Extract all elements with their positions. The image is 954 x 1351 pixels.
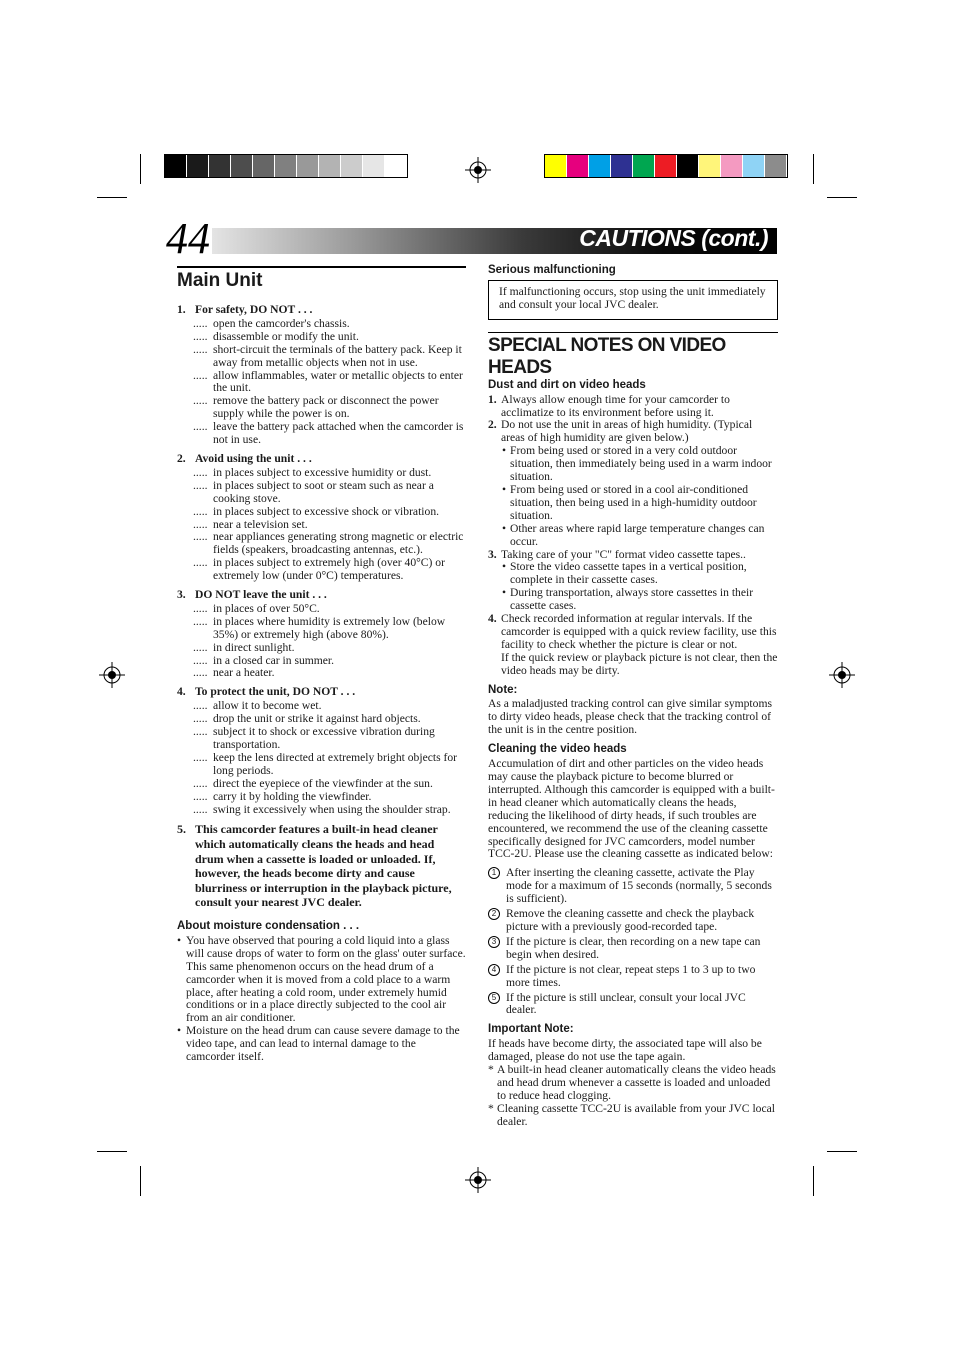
list-item (488, 652, 778, 678)
color-swatch (589, 155, 611, 177)
main-unit-column (177, 266, 466, 1064)
color-swatch (209, 155, 231, 177)
registration-mark-icon (465, 157, 491, 183)
color-swatch (187, 155, 209, 177)
registration-mark-icon (99, 662, 125, 688)
item-text: Other areas where rapid large temperature changes can occur. (510, 521, 765, 548)
step-text: If the picture is clear, then recording on a new tape can begin when desired. (506, 934, 761, 961)
item-list (177, 318, 466, 447)
moisture-text: You have observed that pouring a cold liquid into a glass will cause drops of water to form on the glass' outer surface. This same phenomenon occurs on the head drum of a camcorder when it is moved from a cold place to a warm place, after heating a cold room, under extremely humid conditions or in a place directly subjected to the cool air from an air conditioner. (186, 933, 466, 1025)
page-title: CAUTIONS (cont.) (579, 225, 768, 251)
list-item: • Moisture on the head drum can cause severe damage to the video tape, and can lead to internal damage to the camcorder itself. (177, 1024, 460, 1064)
dot-leader: ..... (193, 329, 208, 343)
color-swatch (341, 155, 363, 177)
dot-leader: ..... (193, 420, 208, 434)
item-text: keep the lens directed at extremely bright objects for long periods. (213, 750, 458, 777)
cleaning-heading: Cleaning the video heads (488, 743, 627, 756)
list-item: • You have observed that pouring a cold liquid into a glass will cause drops of water to form on the glass' outer surface. This same phenomenon occurs on the head drum of a camcorder when it is moved from a cold place to a warm place, after heating a cold room, under extremely humid conditions or in a place directly subjected to the cool air from an air conditioner. (177, 933, 466, 1025)
item-text: Taking care of your "C" format video cassette tapes.. (501, 547, 746, 561)
item-text: From being used or stored in a very cold outdoor situation, then immediately being used in a warm indoor situation. (510, 444, 772, 484)
dot-leader: ..... (193, 530, 208, 544)
item-text: near a television set. (213, 517, 308, 531)
special-notes-heading: SPECIAL NOTES ON VIDEO HEADS (488, 332, 778, 379)
item-list (177, 700, 466, 816)
step-item (488, 908, 778, 934)
dot-leader: ..... (193, 789, 208, 803)
item-text: Check recorded information at regular intervals. If the camcorder is equipped with a quick review facility, use this facility to check whether the picture is clear or not. (501, 612, 777, 651)
list-item: • Store the video cassette tapes in a vertical position, complete in their cassette cases. (502, 560, 747, 587)
item-text: in places where humidity is extremely low (below 35%) or extremely high (above 80%). (213, 614, 446, 641)
color-swatch (545, 155, 567, 177)
gray-scale-strip (164, 154, 408, 178)
item-number: 1. (488, 392, 497, 406)
item-text: in places subject to extremely high (over 40°C) or extremely low (under 0°C) temperatures. (213, 556, 445, 583)
item-text: in places subject to excessive shock or vibration. (213, 504, 440, 518)
item-title: Avoid using the unit . . . (195, 451, 312, 465)
item-heading (177, 589, 466, 602)
item-text: Cleaning cassette TCC-2U is available from your JVC local dealer. (497, 1101, 775, 1128)
important-text: If heads have become dirty, the associated tape will also be damaged, please do not use the tape again. (488, 1037, 762, 1064)
color-swatch (633, 155, 655, 177)
item-text: short-circuit the terminals of the battery pack. Keep it away from metallic objects when not in use. (213, 342, 462, 369)
list-item (488, 419, 778, 445)
color-swatch (165, 155, 187, 177)
list-item (193, 420, 466, 447)
item-number: 2. (177, 451, 186, 465)
item-text: remove the battery pack or disconnect the power supply while the power is on. (213, 394, 439, 421)
color-swatch (677, 155, 699, 177)
warning-text: If malfunctioning occurs, stop using the unit immediately and consult your local JVC dealer. (499, 284, 766, 311)
registration-mark-icon (829, 662, 855, 688)
step-number: 3 (488, 936, 500, 948)
item-text: drop the unit or strike it against hard objects. (213, 712, 421, 726)
list-item: • Other areas where rapid large temperature changes can occur. (502, 521, 765, 548)
dot-leader: ..... (193, 556, 208, 570)
list-item (193, 342, 466, 370)
dot-leader: ..... (193, 653, 208, 667)
item-text: in direct sunlight. (213, 640, 295, 654)
item-text: A built-in head cleaner automatically cleans the video heads and head drum whenever a cassette is loaded and unloaded to reduce head clogging. (497, 1063, 776, 1102)
cleaning-text: Accumulation of dirt and other particles on the video heads may cause the playback picture to become blurred or interrupted. Although this camcorder is equipped with a built-in head cleaner which automatically cleans the heads, reducing the likelihood of dirty heads, if such troubles are encountered, we recommend the use of the cleaning cassette specifically designed for JVC camcorders, model number TCC-2U. Please use the cleaning cassette as indicated below: (488, 757, 775, 861)
item-text: Always allow enough time for your camcorder to acclimatize to its environment before using it. (501, 392, 730, 419)
item-5 (177, 822, 466, 910)
step-number: 4 (488, 964, 500, 976)
list-item (488, 613, 778, 652)
item-title: DO NOT leave the unit . . . (195, 588, 327, 602)
item-text: near appliances generating strong magnetic or electric fields (speakers, broadcasting antennas, etc.). (213, 530, 464, 557)
list-item: • During transportation, always store cassettes in their cassette cases. (502, 586, 754, 613)
list-item (193, 750, 466, 778)
item-number: 3. (177, 588, 186, 602)
item-text: in places of over 50°C. (213, 601, 320, 615)
item-text: in places subject to excessive humidity or dust. (213, 465, 432, 479)
main-unit-list (177, 304, 466, 816)
item-list (177, 603, 466, 680)
step-text: Remove the cleaning cassette and check the playback picture with a previously good-recorded tape. (506, 907, 755, 933)
color-swatch (655, 155, 677, 177)
item-text: Store the video cassette tapes in a vertical position, complete in their cassette cases. (510, 560, 747, 587)
dot-leader: ..... (193, 394, 208, 408)
dot-leader: ..... (193, 316, 208, 330)
item-text: disassemble or modify the unit. (213, 329, 359, 343)
item-number: 5. (177, 822, 186, 837)
color-swatch (319, 155, 341, 177)
item-title: For safety, DO NOT . . . (195, 303, 313, 316)
color-swatch (765, 155, 787, 177)
important-heading: Important Note: (488, 1023, 574, 1036)
list-item: * Cleaning cassette TCC-2U is available from your JVC local dealer. (488, 1101, 775, 1128)
color-bar-strip (544, 154, 788, 178)
item-heading (177, 304, 466, 317)
color-swatch (721, 155, 743, 177)
item-number: 1. (177, 303, 186, 316)
step-item (488, 936, 778, 962)
list-item (193, 394, 466, 421)
list-item: * A built-in head cleaner automatically cleans the video heads and head drum whenever a cassette is loaded and unloaded to reduce head clogging. (488, 1063, 776, 1102)
list-item (193, 556, 466, 583)
step-number: 5 (488, 992, 500, 1004)
dot-leader: ..... (193, 640, 208, 654)
registration-mark-icon (465, 1167, 491, 1193)
item-text: subject it to shock or excessive vibration during transportation. (213, 725, 435, 751)
item-text: During transportation, always store cassettes in their cassette cases. (510, 586, 754, 613)
item-text: Do not use the unit in areas of high humidity. (Typical areas of high humidity are given below.) (501, 418, 753, 445)
main-unit-heading: Main Unit (177, 266, 466, 292)
dot-leader: ..... (193, 750, 208, 764)
item-list (177, 467, 466, 583)
item-text: direct the eyepiece of the viewfinder at the sun. (213, 776, 433, 790)
list-item (193, 478, 466, 506)
item-number: 4. (488, 612, 497, 626)
step-item (488, 964, 778, 990)
dot-leader: ..... (193, 725, 208, 739)
item-text: near a heater. (213, 666, 275, 680)
item-heading (177, 686, 466, 699)
dot-leader: ..... (193, 614, 208, 628)
dot-leader: ..... (193, 368, 208, 382)
list-item (193, 725, 466, 752)
dot-leader: ..... (193, 712, 208, 726)
dot-leader: ..... (193, 517, 208, 531)
item-5-text: This camcorder features a built-in head cleaner which automatically cleans the heads and head drum when a cassette is loaded or unloaded. If, however, the heads become dirty and cause blurriness or interruption in the playback picture, consult your nearest JVC dealer. (195, 822, 452, 910)
dot-leader: ..... (193, 504, 208, 518)
dot-leader: ..... (193, 802, 208, 816)
item-title: To protect the unit, DO NOT . . . (195, 685, 356, 699)
color-swatch (363, 155, 385, 177)
dot-leader: ..... (193, 478, 208, 492)
dot-leader: ..... (193, 699, 208, 713)
item-text: carry it by holding the viewfinder. (213, 789, 372, 803)
note-text: As a maladjusted tracking control can give similar symptoms to dirty video heads, please check that the tracking control of the unit is in the centre position. (488, 697, 772, 737)
cleaning-steps (488, 867, 778, 1017)
color-swatch (699, 155, 721, 177)
item-number: 2. (488, 418, 497, 432)
step-number: 2 (488, 908, 500, 920)
list-item (193, 614, 466, 642)
list-item (193, 666, 466, 680)
color-swatch (743, 155, 765, 177)
list-item (193, 802, 466, 817)
list-item: • From being used or stored in a cool air-conditioned situation, then being used in a high-humidity outdoor situation. (502, 482, 757, 522)
dot-leader: ..... (193, 465, 208, 479)
list-item (193, 530, 466, 557)
special-notes-column (488, 264, 778, 1129)
step-item (488, 992, 778, 1018)
color-swatch (275, 155, 297, 177)
item-text: allow it to become wet. (213, 699, 322, 713)
item-text: in a closed car in summer. (213, 653, 335, 667)
page-number: 44 (166, 214, 210, 263)
list-item (193, 368, 466, 396)
serious-heading: Serious malfunctioning (488, 264, 616, 276)
dot-leader: ..... (193, 601, 208, 615)
item-text: From being used or stored in a cool air-conditioned situation, then being used in a high-humidity outdoor situation. (510, 482, 757, 522)
item-number: 3. (488, 547, 497, 561)
color-swatch (567, 155, 589, 177)
color-swatch (253, 155, 275, 177)
item-heading (177, 453, 466, 466)
moisture-list (177, 935, 466, 1064)
item-text: swing it excessively when using the shoulder strap. (213, 802, 451, 816)
step-item (488, 867, 778, 906)
note-heading: Note: (488, 683, 518, 696)
dust-heading: Dust and dirt on video heads (488, 378, 646, 391)
list-item (488, 394, 778, 420)
warning-box (488, 280, 778, 320)
dot-leader: ..... (193, 342, 208, 356)
color-swatch (385, 155, 407, 177)
item-text: allow inflammables, water or metallic objects to enter the unit. (213, 368, 463, 395)
step-text: If the picture is not clear, repeat steps 1 to 3 up to two more times. (506, 962, 756, 989)
dot-leader: ..... (193, 776, 208, 790)
dot-leader: ..... (193, 666, 208, 680)
moisture-heading: About moisture condensation . . . (177, 920, 360, 932)
item-number: 4. (177, 685, 186, 699)
item-text: leave the battery pack attached when the camcorder is not in use. (213, 420, 464, 447)
color-swatch (297, 155, 319, 177)
moisture-text: Moisture on the head drum can cause severe damage to the video tape, and can lead to internal damage to the camcorder itself. (186, 1024, 460, 1064)
list-item: • From being used or stored in a very cold outdoor situation, then immediately being used in a warm indoor situation. (502, 444, 772, 484)
item-text: open the camcorder's chassis. (213, 316, 350, 330)
color-swatch (611, 155, 633, 177)
item-text: in places subject to soot or steam such as near a cooking stove. (213, 478, 434, 505)
step-number: 1 (488, 867, 500, 879)
color-swatch (231, 155, 253, 177)
step-text: After inserting the cleaning cassette, activate the Play mode for a maximum of 15 seconds (normally, 5 seconds is sufficient). (506, 866, 772, 906)
item-text: If the quick review or playback picture is not clear, then the video heads may be dirty. (501, 650, 778, 677)
step-text: If the picture is still unclear, consult your local JVC dealer. (506, 990, 746, 1017)
